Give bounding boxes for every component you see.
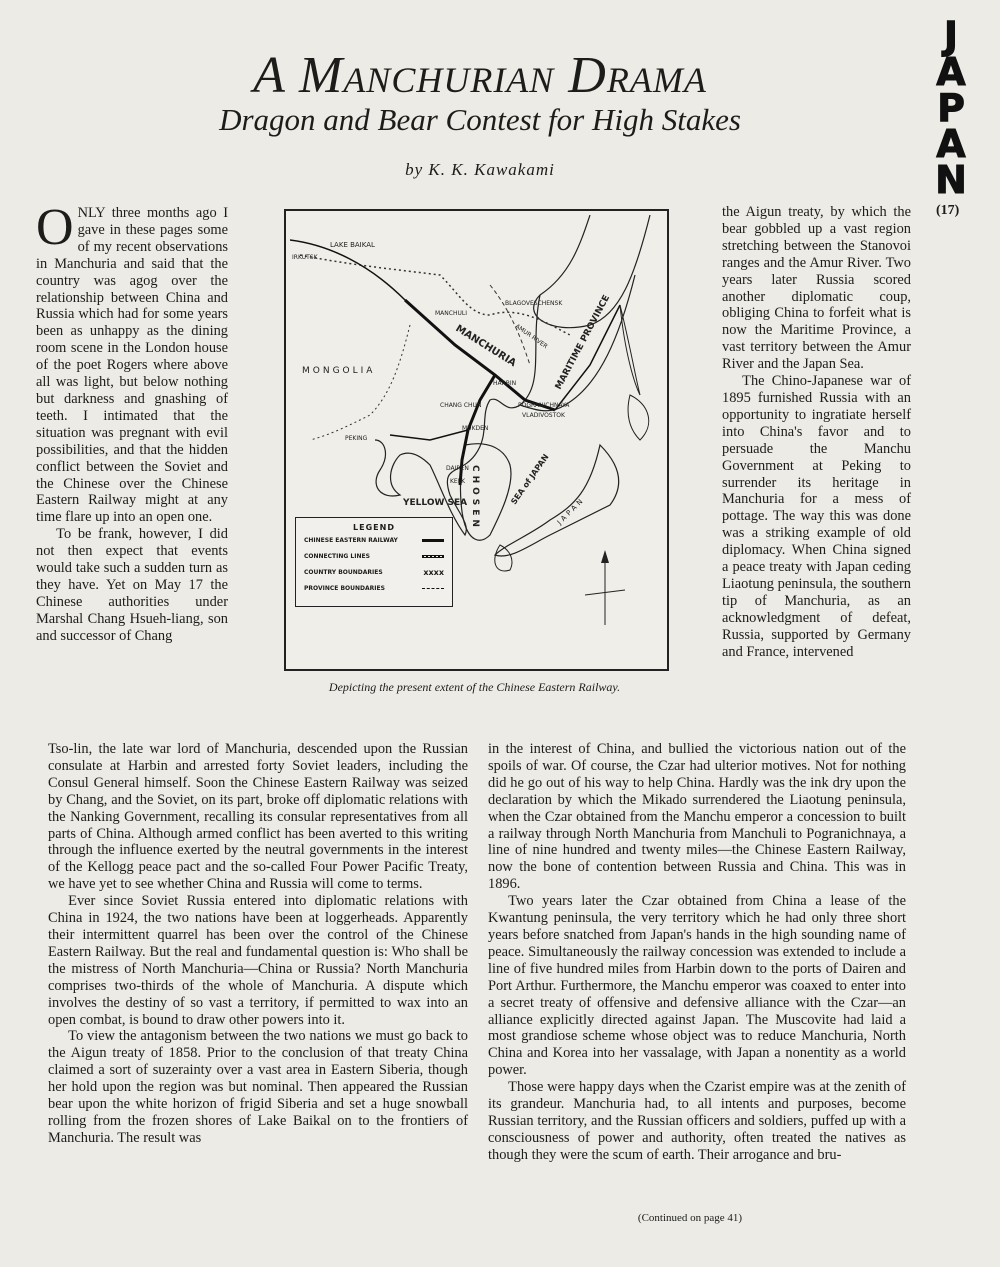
bottom-right-column-text [488,741,906,1164]
legend-symbol-country: xxxx [423,567,444,577]
map-label: VLADIVOSTOK [522,412,565,419]
article-title: A Manchurian Drama [253,47,707,104]
paragraph: the Aigun treaty, by which the bear gobbled up a vast region stretching between the Stanovoi ranges and the Amur River. Two years later Russia scored another diplomatic coup, obliging China to forfeit what is now the Maritime Province, a vast territory between the Amur River and the Japan Sea. [722,204,911,373]
legend-symbol-railway [422,539,444,542]
drop-cap: O [36,199,74,256]
map-label: AMUR RIVER [513,322,549,351]
bottom-left-column-text [48,741,468,1147]
map-label: MANCHURIA [453,323,518,370]
map-label: MARITIME PROVINCE [553,293,613,392]
hokkaido [628,395,649,440]
map-label: LAKE BAIKAL [330,241,375,249]
map-label: KELK [450,478,466,485]
connecting-line [290,240,405,300]
article-byline: by K. K. Kawakami [405,160,555,179]
sakhalin-island [620,305,640,395]
map-label: YELLOW SEA [403,498,468,508]
map-label: JAPAN [555,495,587,527]
country-boundary [310,325,410,440]
map-label: MONGOLIA [302,366,376,376]
legend-label: CHINESE EASTERN RAILWAY [304,536,398,544]
right-column-text [722,204,911,660]
map-label: IRKUTSK [292,254,318,261]
japan-side-logo [928,14,974,202]
compass-arrow [601,550,609,563]
paragraph: in the interest of China, and bullied the victorious nation out of the spoils of war. Of course, the Czar had ulterior motives. Not for nothing did he go out of his way to help China. Hardly was the ink dry upon the declaration by which the Mikado surrendered the Liaotung peninsula, when the Czar obtained from the Manchu emperor a concession to built a railway through North Manchuria from Manchuli to Pogranichnaya, a line of nine hundred and twenty miles—the Chinese Eastern Railway, now the bone of contention between Russia and China. This was in 1896. [488,741,906,893]
logo-letter: J [943,14,959,58]
paragraph: To be frank, however, I did not then expect that events would take such a sudden turn as they have. Yet on May 17 the Chinese authorities under Marshal Chang Hsueh-liang, son and successor of Chang [36,526,228,644]
page-number: (17) [936,203,960,218]
legend-row [296,564,452,580]
legend-row [296,548,452,564]
logo-letter: N [935,158,967,202]
korea-peninsula [460,444,511,541]
paragraph: Tso-lin, the late war lord of Manchuria, descended upon the Russian consulate at Harbin and arrested forty Soviet leaders, including the Consul General himself. Soon the Chinese Eastern Railway was seized by Chang, and the Soviet, on its part, broke off diplomatic relations with the Nanking Government, recalling its consular representatives from all parts of China. Although armed conflict has been averted to this writing through the influence exerted by the neutral governments in the interest of the Kellogg peace pact and the so-called Four Power Pacific Treaty, we have yet to see whether China and Russia will come to terms. [48,741,468,893]
logo-letter: P [937,86,965,130]
legend-symbol-connecting [422,555,444,558]
paragraph: NLY three months ago I gave in these pages some of my recent observations in Manchuria and said that the country was agog over the relationship between China and Russia which had for some years been as unhappy as the dining room scene in the London house of the poet Rogers where above all was light, but below nothing but darkness and gnashing of teeth. I intimated that the situation was pregnant with evil possibilities, and that the hidden conflict between the Soviet and the Chinese over the Chinese Eastern Railway might at any time flare up into an open one. [36,205,228,526]
map-label: BLAGOVESCHENSK [505,300,563,307]
paragraph: Ever since Soviet Russia entered into diplomatic relations with China in 1924, the two nations have been at loggerheads. Apparently their intermittent quarrel has been over the control of the Chinese Eastern Railway. But the real and fundamental question is: Who shall be the mistress of North Manchuria—China or Russia? North Manchuria comprises two-thirds of the whole of Manchuria. A dispute which involves the destiny of so vast a territory, if permitted to wax into an open combat, is bound to draw other powers into it. [48,893,468,1028]
map-label: CHANG CHUN [440,402,482,409]
legend-row [296,532,452,548]
paragraph: To view the antagonism between the two nations we must go back to the Aigun treaty of 1858. Prior to the conclusion of that treaty China claimed a sort of suzerainty over a vast area in Eastern Siberia, though her hold upon the region was but nominal. Then appeared the Russian bear upon the white horizon of frigid Siberia and set a huge snowball rolling from the frozen shores of Lake Baikal on to the frontiers of Manchuria. The result was [48,1028,468,1146]
legend-symbol-province [422,588,444,589]
left-column-text [36,199,228,645]
map-legend [295,517,453,607]
article-subtitle: Dragon and Bear Contest for High Stakes [219,102,741,137]
map-figure [284,209,669,671]
paragraph: The Chino-Japanese war of 1895 furnished Russia with an opportunity to ingratiate herself into China's favor and to persuade the Manchu Government at Peking to surrender its heritage in Manchuria for a mess of pottage. The way this was done was a striking example of old diplomacy. When China signed a peace treaty with Japan ceding Liaotung peninsula, the southern tip of Manchuria, as an acknowledgment of defeat, Russia, supported by Germany and France, intervened [722,373,911,660]
paragraph: Those were happy days when the Czarist empire was at the zenith of its grandeur. Manchuria had, to all intents and purposes, become Russian territory, and the Russian officers and soldiers, puffed up with a consciousness of power and authority, often treated the natives as though they were the scum of earth. Their arrogance and bru- [488,1079,906,1163]
map-label: MUKDEN [462,425,489,432]
legend-label: CONNECTING LINES [304,552,370,560]
logo-letter: A [936,122,966,166]
map-label: PEKING [345,435,368,442]
legend-row [296,580,452,596]
legend-label: COUNTRY BOUNDARIES [304,568,383,576]
map-label: SEA of JAPAN [509,452,551,507]
map-label: CHOSEN [470,465,480,531]
map-label: HARBIN [493,380,517,387]
legend-label: PROVINCE BOUNDARIES [304,584,385,592]
legend-heading: LEGEND [353,523,395,532]
connecting-line [390,430,468,440]
coastline [534,215,650,328]
map-label: DAIREN [446,465,469,472]
continued-note: (Continued on page 41) [637,1212,743,1224]
paragraph: Two years later the Czar obtained from China a lease of the Kwantung peninsula, the very territory which he had only three short years before snatched from Japan's hands in the high sounding name of peace. Simultaneously the railway concession was extended to include a line of five hundred miles from Harbin down to the ports of Dairen and Port Arthur. Furthermore, the Manchu emperor was coaxed to enter into a secret treaty of offensive and defensive alliance with the Czar—an alliance explicitly directed against Japan. The Muscovite had laid a most grandiose scheme whose object was to reduce Manchuria, North China and Korea into her vassalage, with Japan a nonentity as a world power. [488,893,906,1079]
map-label: POGRANICHNAYA [518,402,570,409]
logo-letter: A [936,50,966,94]
connecting-line [555,305,620,410]
map-caption: Depicting the present extent of the Chinese Eastern Railway. [328,680,621,694]
country-boundary [300,255,570,335]
map-label: MANCHULI [435,310,467,317]
